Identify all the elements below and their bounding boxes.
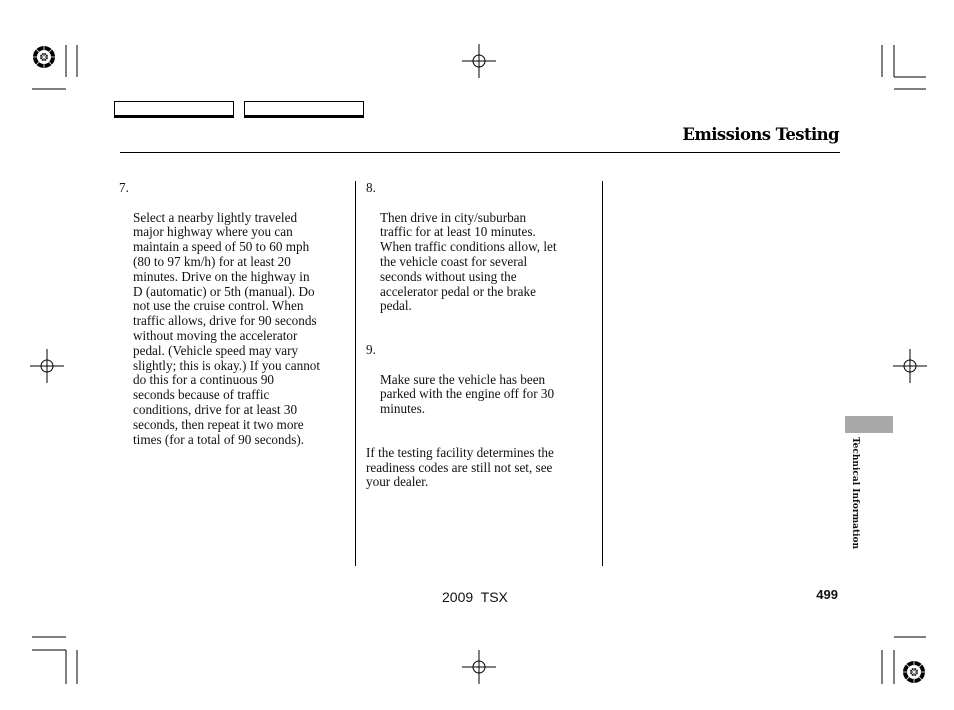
list-item — [366, 181, 598, 329]
footer-model: 2009 TSX — [442, 589, 508, 605]
column-1 — [119, 181, 351, 462]
item-number: 9. — [366, 341, 376, 357]
item-text: Then drive in city/suburban traffic for at least 10 minutes. When traffic conditions allow, let the vehicle coast for several seconds without using the accelerator pedal or the brake pedal. — [380, 209, 557, 314]
note-paragraph: If the testing facility determines the readiness codes are still not set, see your dealer. — [366, 444, 554, 490]
page-number: 499 — [816, 587, 838, 602]
item-number: 7. — [119, 180, 129, 195]
list-item — [119, 181, 351, 462]
item-text: Make sure the vehicle has been parked with the engine off for 30 minutes. — [380, 371, 555, 417]
registration-target-icon — [33, 46, 55, 68]
column-divider — [355, 181, 356, 566]
item-number: 8. — [366, 180, 376, 195]
list-item — [366, 343, 598, 432]
title-rule — [120, 152, 840, 153]
header-box-right — [244, 101, 364, 118]
registration-target-icon — [903, 661, 925, 683]
header-box-left — [114, 101, 234, 118]
page-title: Emissions Testing — [682, 125, 839, 144]
section-label: Technical Information — [850, 437, 860, 550]
section-tab — [845, 416, 893, 433]
column-divider — [602, 181, 603, 566]
item-text: Select a nearby lightly traveled major highway where you can maintain a speed of 50 to 60 mph (80 to 97 km/h) for at least 20 minutes. Drive on the highway in D (automatic) or 5th (manual). Do not use the cruise control. When traffic allows, drive for 90 seconds without moving the accelerator pedal. (Vehicle speed may vary slightly; this is okay.) If you cannot do this for a continuous 90 seconds because of traffic conditions, drive for at least 30 seconds, then repeat it two more times (for a total of 90 seconds). — [133, 209, 321, 447]
column-2 — [366, 181, 598, 490]
